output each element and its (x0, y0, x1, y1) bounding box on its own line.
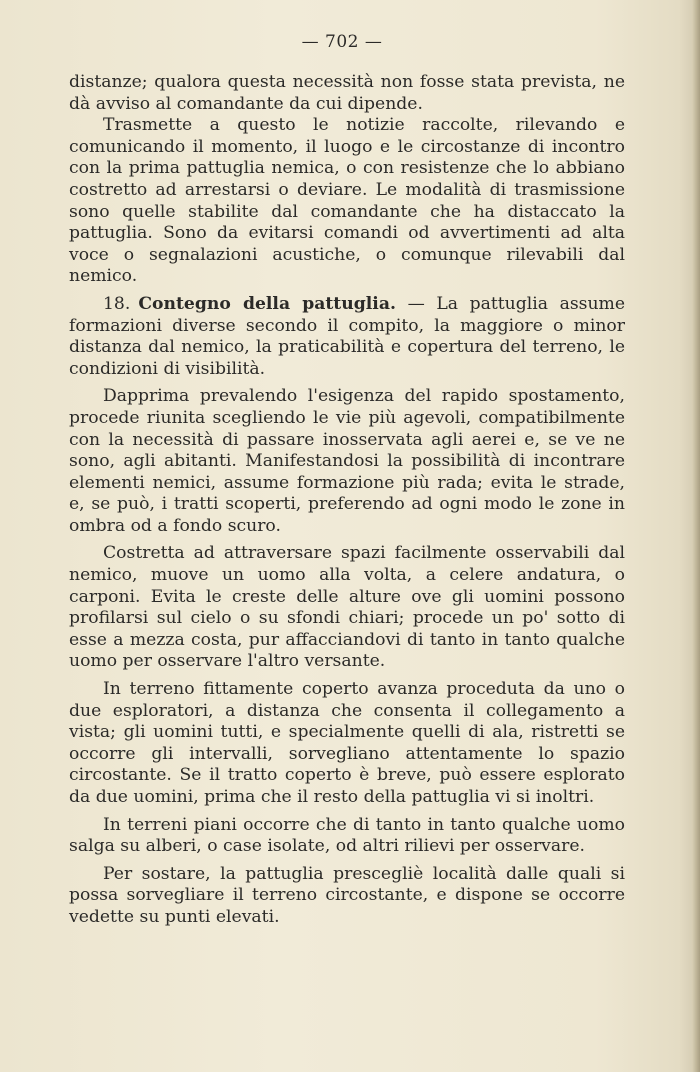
paragraph-terreni-piani: In terreni piani occorre che di tanto in tanto qualche uomo salga su alberi, o case isolate, od altri rilievi per osservare. (69, 814, 625, 857)
paragraph-trasmette: Trasmette a questo le notizie raccolte, rilevando e comunicando il momento, il luogo e le circostanze di incontro con la prima pattuglia nemica, o con resistenze che lo abbiano costretto ad arrestarsi o deviare. Le modalità di trasmissione sono quelle stabilite dal comandante che ha distaccato la pattuglia. Sono da evitarsi comandi od avvertimenti ad alta voce o segnalazioni acustiche, o comunque rilevabili dal nemico. (69, 115, 625, 287)
page-number: — 702 — (301, 32, 383, 52)
page-edge-shadow (692, 0, 700, 1072)
paragraph-terreno-coperto: In terreno fittamente coperto avanza proceduta da uno o due esploratori, a distanza che consenta il collegamento a vista; gli uomini tutti, e specialmente quelli di ala, ristretti se occorre gli intervalli, sorvegliano attentamente lo spazio circostante. Se il tratto coperto è breve, può essere esplorato da due uomini, prima che il resto della pattuglia vi si inoltri. (69, 679, 625, 807)
paragraph-continuation: distanze; qualora questa necessità non fosse stata prevista, ne dà avviso al comandante da cui dipende. (69, 72, 625, 114)
paragraph-sostare: Per sostare, la pattuglia prescegliè località dalle quali si possa sorvegliare il terreno circostante, e dispone se occorre vedette su punti elevati. (69, 863, 625, 927)
section-18-paragraph (69, 294, 625, 380)
page-body-text (69, 72, 625, 929)
section-number: 18. (103, 293, 131, 314)
paragraph-costretta: Costretta ad attraversare spazi facilmente osservabili dal nemico, muove un uomo alla volta, a celere andatura, o carponi. Evita le creste delle alture ove gli uomini possono profilarsi sul cielo o su sfondi chiari; procede un po' sotto di esse a mezza costa, pur affacciandovi di tanto in tanto qualche uomo per osservare l'altro versante. (69, 543, 625, 672)
section-title: Contegno della pattuglia. (138, 293, 396, 314)
paragraph-dapprima: Dapprima prevalendo l'esigenza del rapido spostamento, procede riunita scegliendo le vie più agevoli, compatibilmente con la necessità di passare inosservata agli aerei e, se ve ne sono, agli abitanti. Manifestandosi la possibilità di incontrare elementi nemici, assume formazione più rada; evita le strade, e, se può, i tratti scoperti, preferendo ad ogni modo le zone in ombra od a fondo scuro. (69, 386, 625, 536)
section-18-text: — La pattuglia assume formazioni diverse secondo il compito, la maggiore o minor distanza dal nemico, la praticabilità e copertura del terreno, le condizioni di visibilità. (69, 293, 626, 379)
